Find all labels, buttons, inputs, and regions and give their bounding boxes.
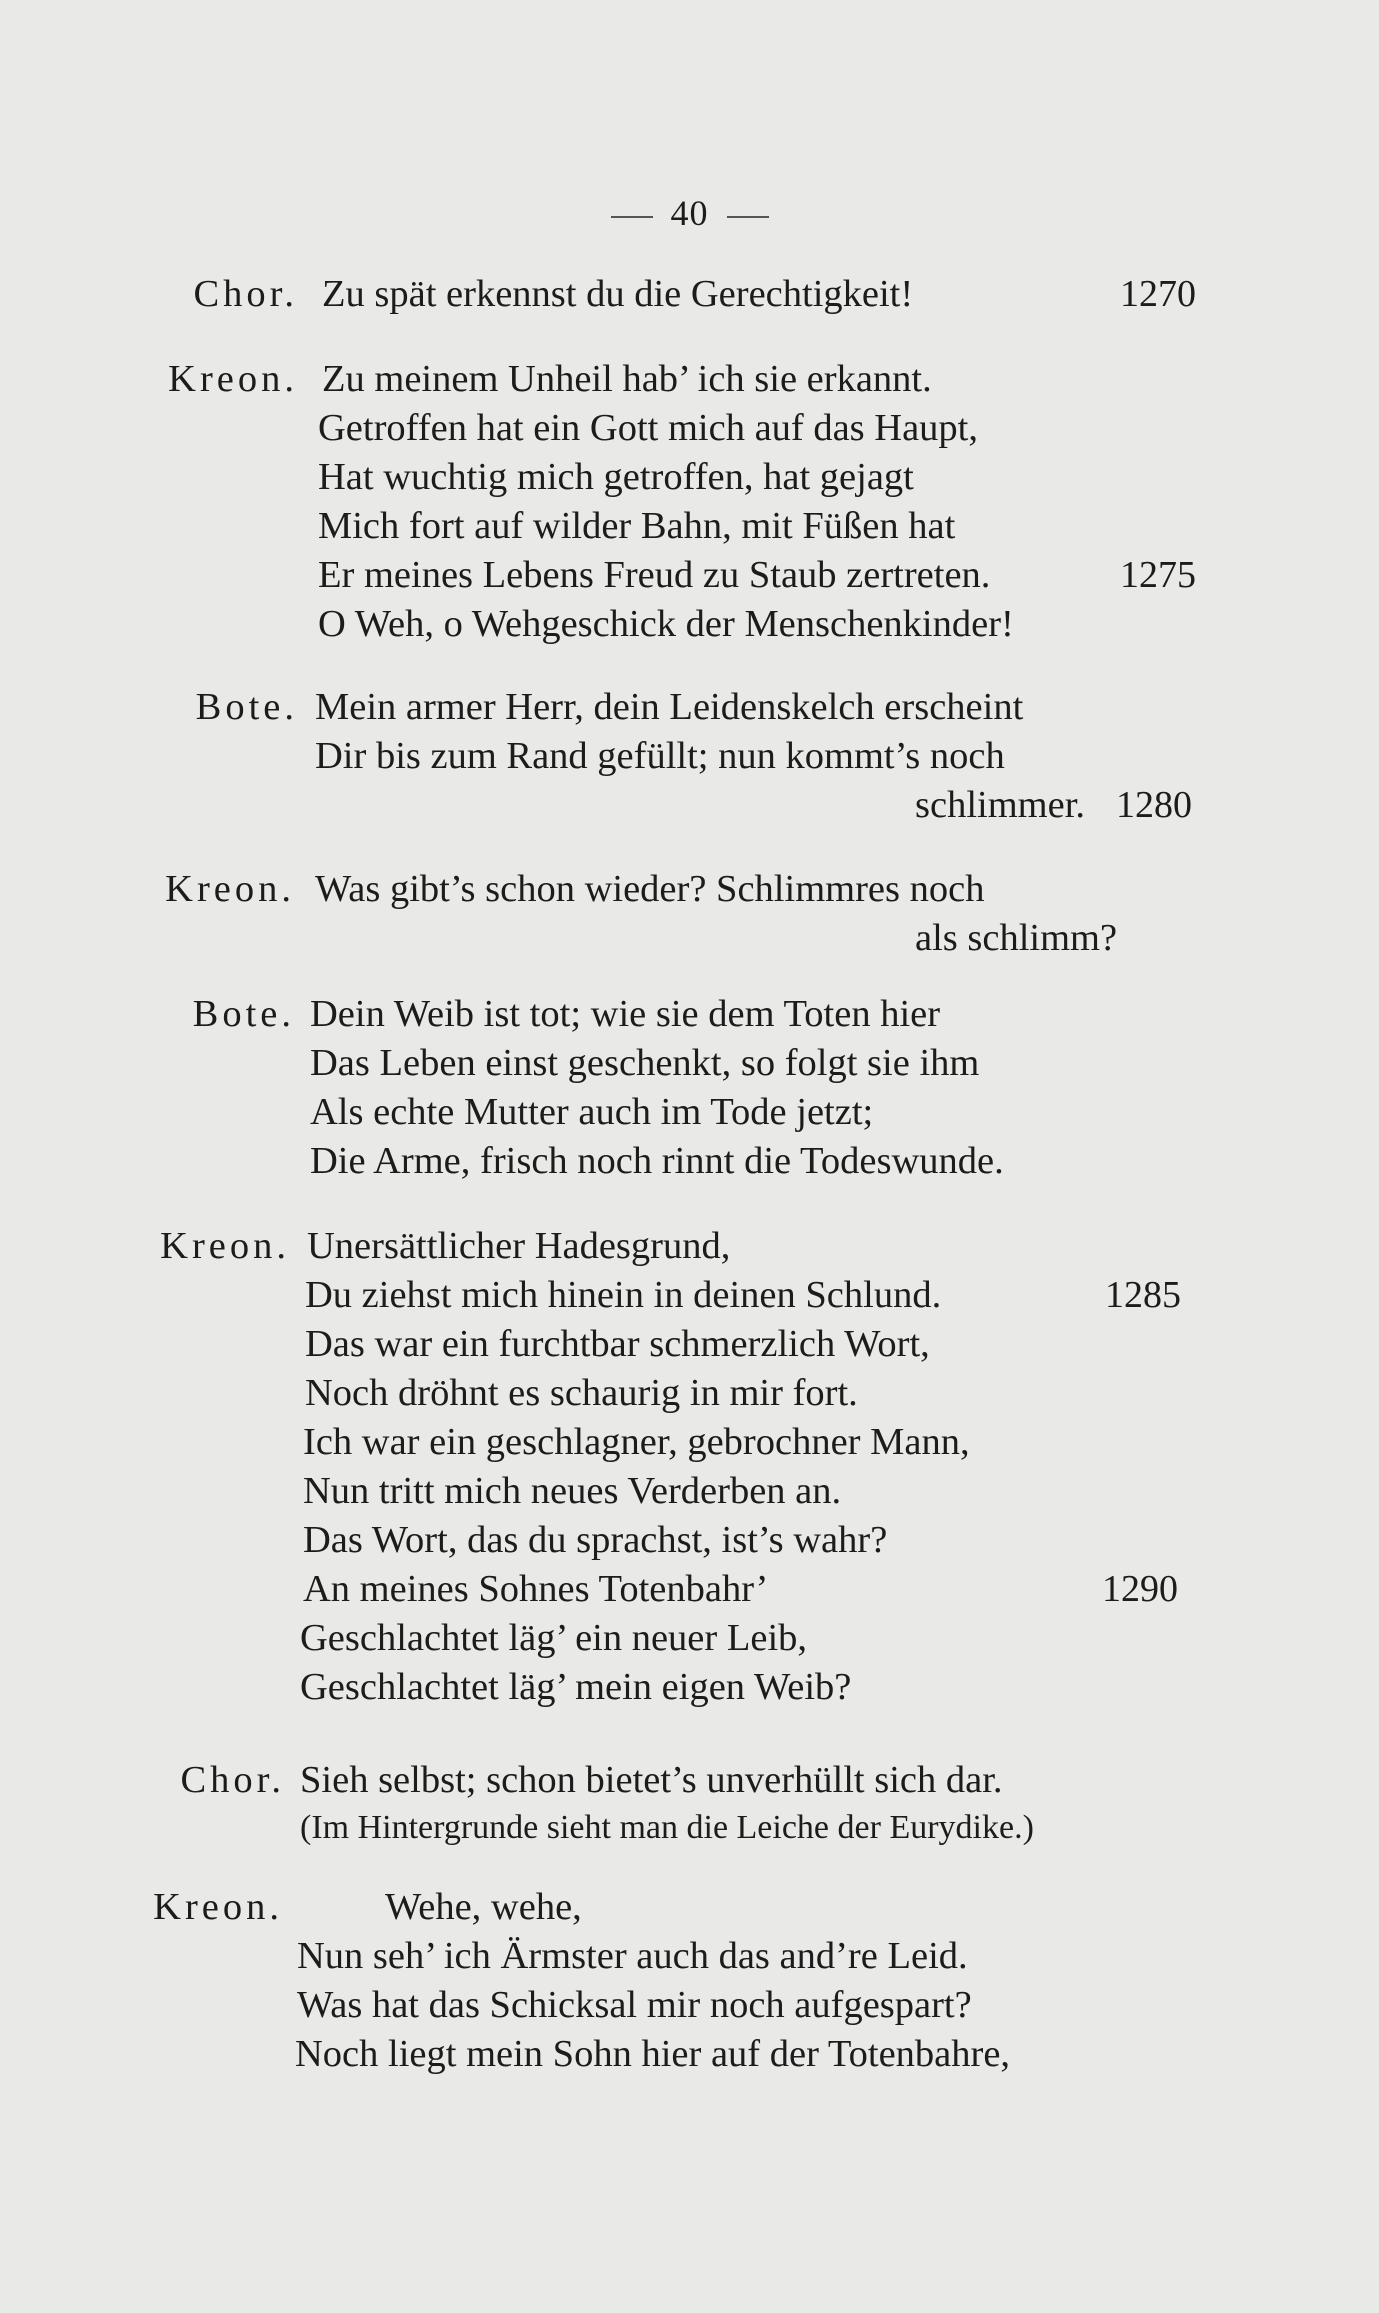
speaker-label: Chor. bbox=[180, 1759, 285, 1801]
verse-line: Was gibt’s schon wieder? Schlimmres noch bbox=[315, 868, 985, 910]
speaker-label: Kreon. bbox=[165, 868, 295, 910]
verse-line: O Weh, o Wehgeschick der Menschenkinder! bbox=[318, 603, 1014, 645]
speaker-label: Chor. bbox=[193, 273, 298, 315]
line-number: 1270 bbox=[1120, 273, 1196, 315]
speaker-label: Bote. bbox=[192, 993, 295, 1035]
verse-line: An meines Sohnes Totenbahr’ bbox=[303, 1568, 769, 1610]
line-number: 1280 bbox=[1116, 784, 1192, 826]
verse-line: schlimmer. bbox=[915, 784, 1086, 826]
verse-line: Nun tritt mich neues Verderben an. bbox=[303, 1470, 842, 1512]
verse-line: Wehe, wehe, bbox=[385, 1886, 582, 1928]
page-number: 40 bbox=[0, 192, 1379, 234]
speaker-label: Bote. bbox=[195, 686, 298, 728]
speaker-label: Kreon. bbox=[153, 1886, 283, 1928]
verse-line: Unersättlicher Hadesgrund, bbox=[307, 1225, 731, 1267]
verse-line: Zu spät erkennst du die Gerechtigkeit! bbox=[322, 273, 914, 315]
dash-right bbox=[727, 216, 769, 218]
line-number: 1285 bbox=[1105, 1274, 1181, 1316]
verse-line: Dein Weib ist tot; wie sie dem Toten hier bbox=[310, 993, 941, 1035]
verse-line: Geschlachtet läg’ mein eigen Weib? bbox=[300, 1666, 852, 1708]
verse-line: Nun seh’ ich Ärmster auch das and’re Leid. bbox=[297, 1935, 968, 1977]
verse-line: Getroffen hat ein Gott mich auf das Haupt, bbox=[318, 407, 979, 449]
verse-line: Als echte Mutter auch im Tode jetzt; bbox=[310, 1091, 874, 1133]
verse-line: Das Wort, das du sprachst, ist’s wahr? bbox=[303, 1519, 888, 1561]
speaker-label: Kreon. bbox=[168, 358, 298, 400]
verse-line: Du ziehst mich hinein in deinen Schlund. bbox=[305, 1274, 942, 1316]
line-number: 1290 bbox=[1102, 1568, 1178, 1610]
verse-line: Was hat das Schicksal mir noch aufgespart? bbox=[297, 1984, 972, 2026]
verse-line: Sieh selbst; schon bietet’s unverhüllt sich dar. bbox=[300, 1759, 1003, 1801]
stage-direction: (Im Hintergrunde sieht man die Leiche der Eurydike.) bbox=[300, 1809, 1034, 1846]
verse-line: Hat wuchtig mich getroffen, hat gejagt bbox=[318, 456, 914, 498]
line-number: 1275 bbox=[1120, 554, 1196, 596]
verse-line: Die Arme, frisch noch rinnt die Todeswunde. bbox=[310, 1140, 1004, 1182]
verse-line: Er meines Lebens Freud zu Staub zertreten. bbox=[318, 554, 991, 596]
verse-line: Noch liegt mein Sohn hier auf der Totenbahre, bbox=[295, 2033, 1011, 2075]
verse-line: Ich war ein geschlagner, gebrochner Mann, bbox=[303, 1421, 970, 1463]
verse-line: Zu meinem Unheil hab’ ich sie erkannt. bbox=[322, 358, 932, 400]
verse-line: Noch dröhnt es schaurig in mir fort. bbox=[305, 1372, 858, 1414]
speaker-label: Kreon. bbox=[160, 1225, 290, 1267]
verse-line: Mein armer Herr, dein Leidenskelch erscheint bbox=[315, 686, 1024, 728]
verse-line: Dir bis zum Rand gefüllt; nun kommt’s noch bbox=[315, 735, 1005, 777]
verse-line: Das war ein furchtbar schmerzlich Wort, bbox=[305, 1323, 930, 1365]
verse-line: Geschlachtet läg’ ein neuer Leib, bbox=[300, 1617, 808, 1659]
verse-line: Das Leben einst geschenkt, so folgt sie ihm bbox=[310, 1042, 980, 1084]
verse-line: als schlimm? bbox=[915, 917, 1118, 959]
verse-line: Mich fort auf wilder Bahn, mit Füßen hat bbox=[318, 505, 956, 547]
dash-left bbox=[611, 216, 653, 218]
